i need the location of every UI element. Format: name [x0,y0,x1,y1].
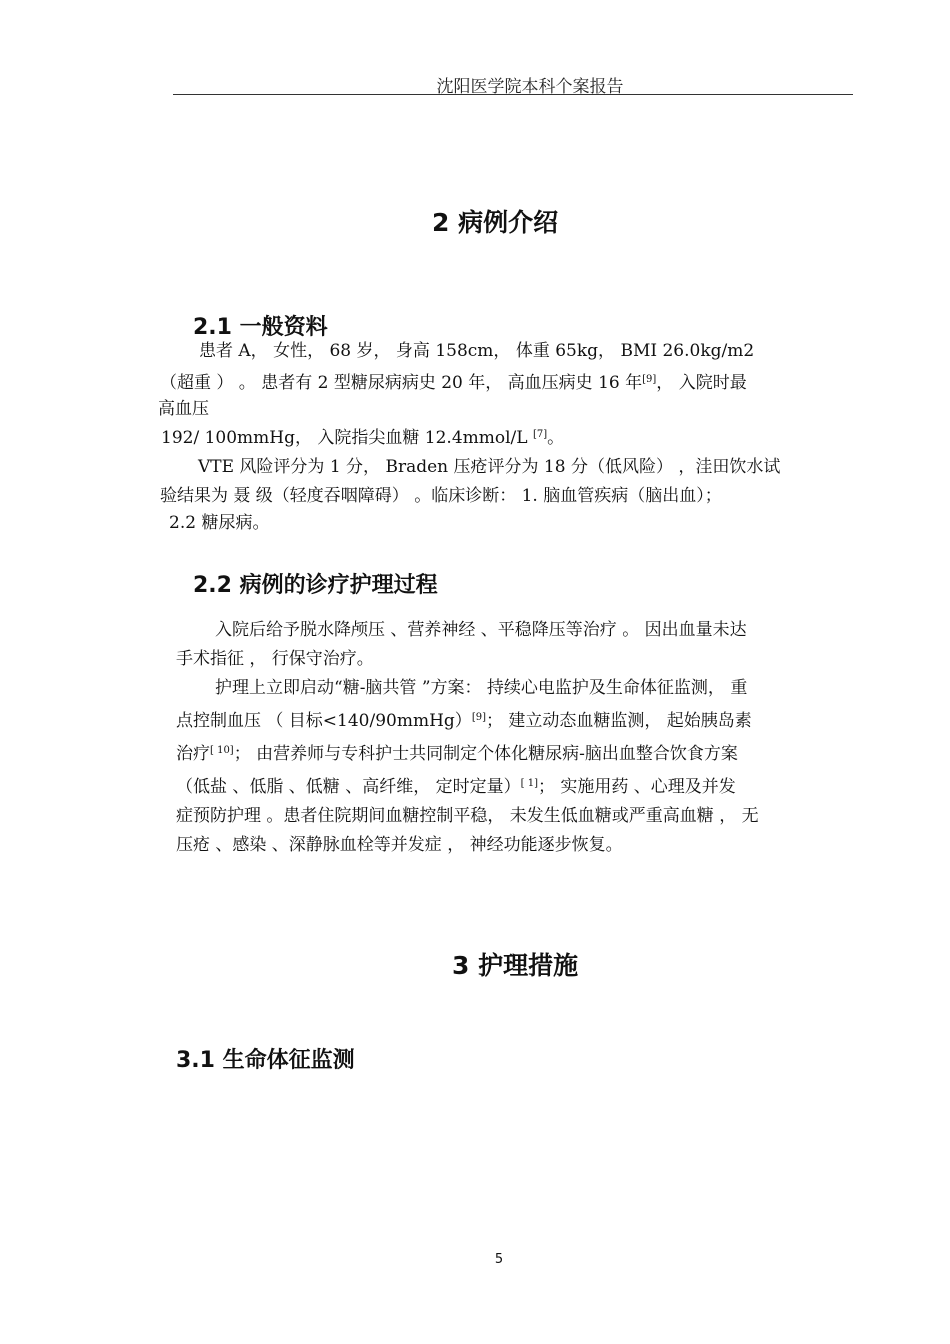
citation-1: [ 1] [520,778,538,789]
citation-9: [9] [642,374,657,385]
paragraph-2-line-3-tail: ； 由营养师与专科护士共同制定个体化糖尿病-脑出血整合饮食方案 [233,744,738,764]
page-header-title: 沈阳医学院本科个案报告 [436,77,624,97]
section-2-1-line-7: 2.2 糖尿病。 [169,513,270,533]
section-2-2-paragraph-2 [176,674,846,860]
section-2-1-line-4-text: 192/ 100mmHg， 入院指尖血糖 12.4mmol/L [161,428,533,448]
section-2-1-line-6: 验结果为 聂 级（轻度吞咽障碍） 。临床诊断： 1. 脑血管疾病（脑出血）； [160,486,722,506]
chapter-2-title: 2 病例介绍 [432,208,559,237]
paragraph-1-line-2: 手术指征 ， 行保守治疗。 [176,649,374,669]
section-2-1-line-3: 高血压 [158,399,209,419]
section-2-2-title: 2.2 病例的诊疗护理过程 [193,573,438,598]
citation-9b: [9] [471,712,486,723]
header-divider [173,94,853,95]
section-2-1-line-5: VTE 风险评分为 1 分， Braden 压疮评分为 18 分（低风险） ，洼田饮水试 [198,457,781,477]
section-2-1-line-2 [160,369,747,394]
citation-10: [ 10] [210,745,234,756]
paragraph-1-line-1: 入院后给予脱水降颅压 、营养神经 、平稳降压等治疗 。 因出血量未达 [215,620,747,640]
section-2-1-line-2-tail: ， 入院时最 [656,373,747,393]
paragraph-2-line-1: 护理上立即启动“糖-脑共管 ”方案： 持续心电监护及生命体征监测， 重 [215,678,748,698]
section-2-1-title: 2.1 一般资料 [193,315,328,340]
section-2-1-line-1: 患者 A， 女性， 68 岁， 身高 158cm， 体重 65kg， BMI 26.0kg/m2 [199,341,755,361]
chapter-3-title: 3 护理措施 [452,951,579,980]
paragraph-2-line-6: 压疮 、感染 、深静脉血栓等并发症 ， 神经功能逐步恢复。 [176,835,623,855]
paragraph-2-line-3-text: 治疗 [176,744,210,764]
section-2-1-line-2-text: （超重 ） 。 患者有 2 型糖尿病病史 20 年， 高血压病史 16 年 [160,373,643,393]
page-number: 5 [494,1252,504,1267]
citation-7: [7] [532,429,548,440]
paragraph-2-line-4-tail: ； 实施用药 、心理及并发 [537,777,736,797]
paragraph-2-line-2 [176,703,846,736]
section-3-1-title: 3.1 生命体征监测 [176,1048,355,1073]
paragraph-2-line-4-text: （低盐 、低脂 、低糖 、高纤维， 定时定量） [176,777,521,797]
paragraph-2-line-3 [176,736,846,769]
section-2-1-line-4-tail: 。 [547,428,565,448]
paragraph-2-line-2-tail: ； 建立动态血糖监测， 起始胰岛素 [485,711,752,731]
section-2-1-line-4 [161,424,564,449]
section-2-2-paragraph-1 [176,616,846,674]
paragraph-2-line-4 [176,769,846,802]
paragraph-2-line-2-text: 点控制血压 （ 目标<140/90mmHg） [176,711,472,731]
paragraph-2-line-5: 症预防护理 。患者住院期间血糖控制平稳， 未发生低血糖或严重高血糖 ， 无 [176,806,759,826]
